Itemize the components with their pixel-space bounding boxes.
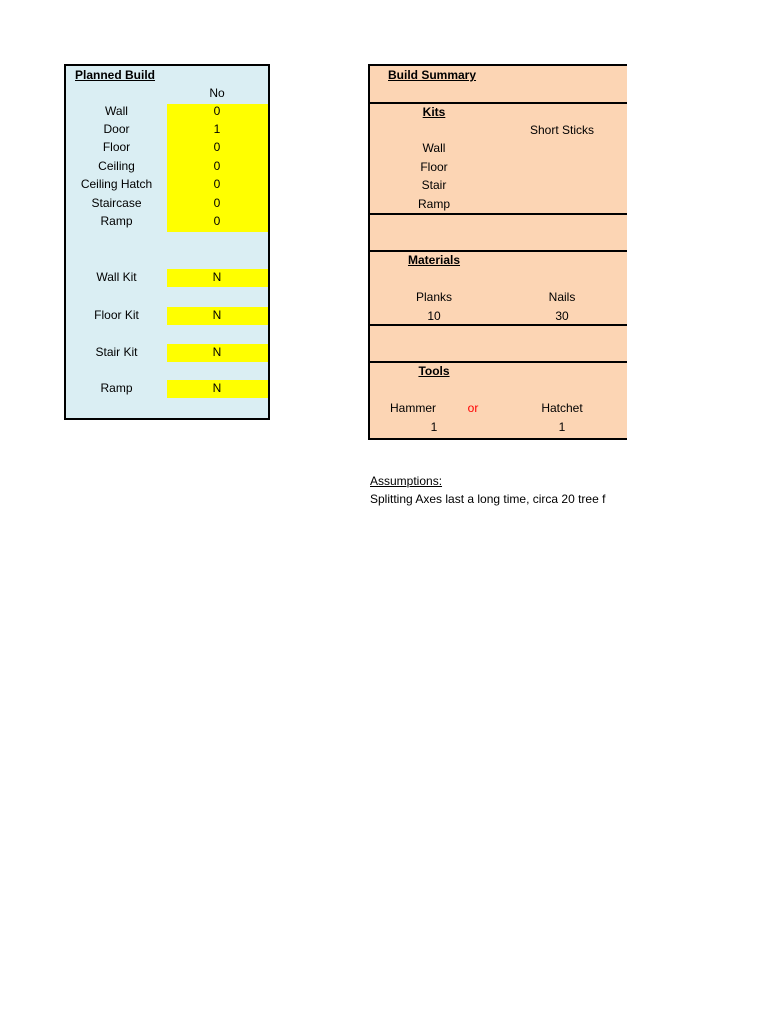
kit-input-ramp[interactable]: N bbox=[212, 381, 222, 395]
item-input-ceiling[interactable]: 0 bbox=[213, 159, 221, 173]
item-label-ceiling: Ceiling bbox=[98, 159, 135, 173]
divider bbox=[370, 213, 627, 215]
item-label-floor: Floor bbox=[102, 140, 131, 154]
item-label-ramp: Ramp bbox=[100, 214, 133, 228]
materials-column-nails: Nails bbox=[548, 290, 576, 304]
materials-column-planks: Planks bbox=[415, 290, 453, 304]
materials-value-planks: 10 bbox=[427, 309, 441, 323]
item-input-staircase[interactable]: 0 bbox=[213, 196, 221, 210]
kits-heading: Kits bbox=[422, 105, 446, 119]
kit-input-wall[interactable]: N bbox=[212, 270, 222, 284]
divider bbox=[370, 102, 627, 104]
tools-connector-or: or bbox=[467, 401, 479, 415]
materials-heading: Materials bbox=[407, 253, 461, 267]
tools-value-hatchet: 1 bbox=[558, 420, 566, 434]
kits-row-ramp: Ramp bbox=[417, 197, 450, 211]
assumptions-text: Splitting Axes last a long time, circa 20 tree f bbox=[370, 492, 606, 506]
build-summary-title: Build Summary bbox=[388, 68, 477, 82]
kit-label-floor: Floor Kit bbox=[94, 308, 139, 322]
planned-build-title: Planned Build bbox=[75, 68, 156, 82]
kit-input-stair[interactable]: N bbox=[212, 345, 222, 359]
divider bbox=[370, 324, 627, 326]
divider bbox=[370, 250, 627, 252]
item-input-ceiling-hatch[interactable]: 0 bbox=[213, 177, 221, 191]
tools-heading: Tools bbox=[418, 364, 450, 378]
kit-input-floor[interactable]: N bbox=[212, 308, 222, 322]
build-summary-panel bbox=[368, 64, 627, 440]
tools-column-hatchet: Hatchet bbox=[541, 401, 583, 415]
column-header-no: No bbox=[209, 86, 225, 100]
kits-column-short-sticks: Short Sticks bbox=[529, 123, 595, 137]
assumptions-heading: Assumptions: bbox=[370, 474, 443, 488]
item-label-door: Door bbox=[103, 122, 130, 136]
tools-column-hammer: Hammer bbox=[389, 401, 436, 415]
item-label-wall: Wall bbox=[105, 104, 128, 118]
planned-build-panel bbox=[64, 64, 270, 420]
item-input-floor[interactable]: 0 bbox=[213, 140, 221, 154]
divider bbox=[370, 361, 627, 363]
kit-label-wall: Wall Kit bbox=[96, 270, 137, 284]
item-input-wall[interactable]: 0 bbox=[213, 104, 221, 118]
tools-value-hammer: 1 bbox=[430, 420, 438, 434]
kits-row-stair: Stair bbox=[421, 178, 447, 192]
kits-row-floor: Floor bbox=[420, 160, 448, 174]
item-label-staircase: Staircase bbox=[91, 196, 142, 210]
item-label-ceiling-hatch: Ceiling Hatch bbox=[80, 177, 153, 191]
kit-label-stair: Stair Kit bbox=[95, 345, 138, 359]
item-input-ramp[interactable]: 0 bbox=[213, 214, 221, 228]
materials-value-nails: 30 bbox=[555, 309, 569, 323]
item-input-door[interactable]: 1 bbox=[213, 122, 221, 136]
kit-label-ramp: Ramp bbox=[100, 381, 133, 395]
kits-row-wall: Wall bbox=[422, 141, 446, 155]
